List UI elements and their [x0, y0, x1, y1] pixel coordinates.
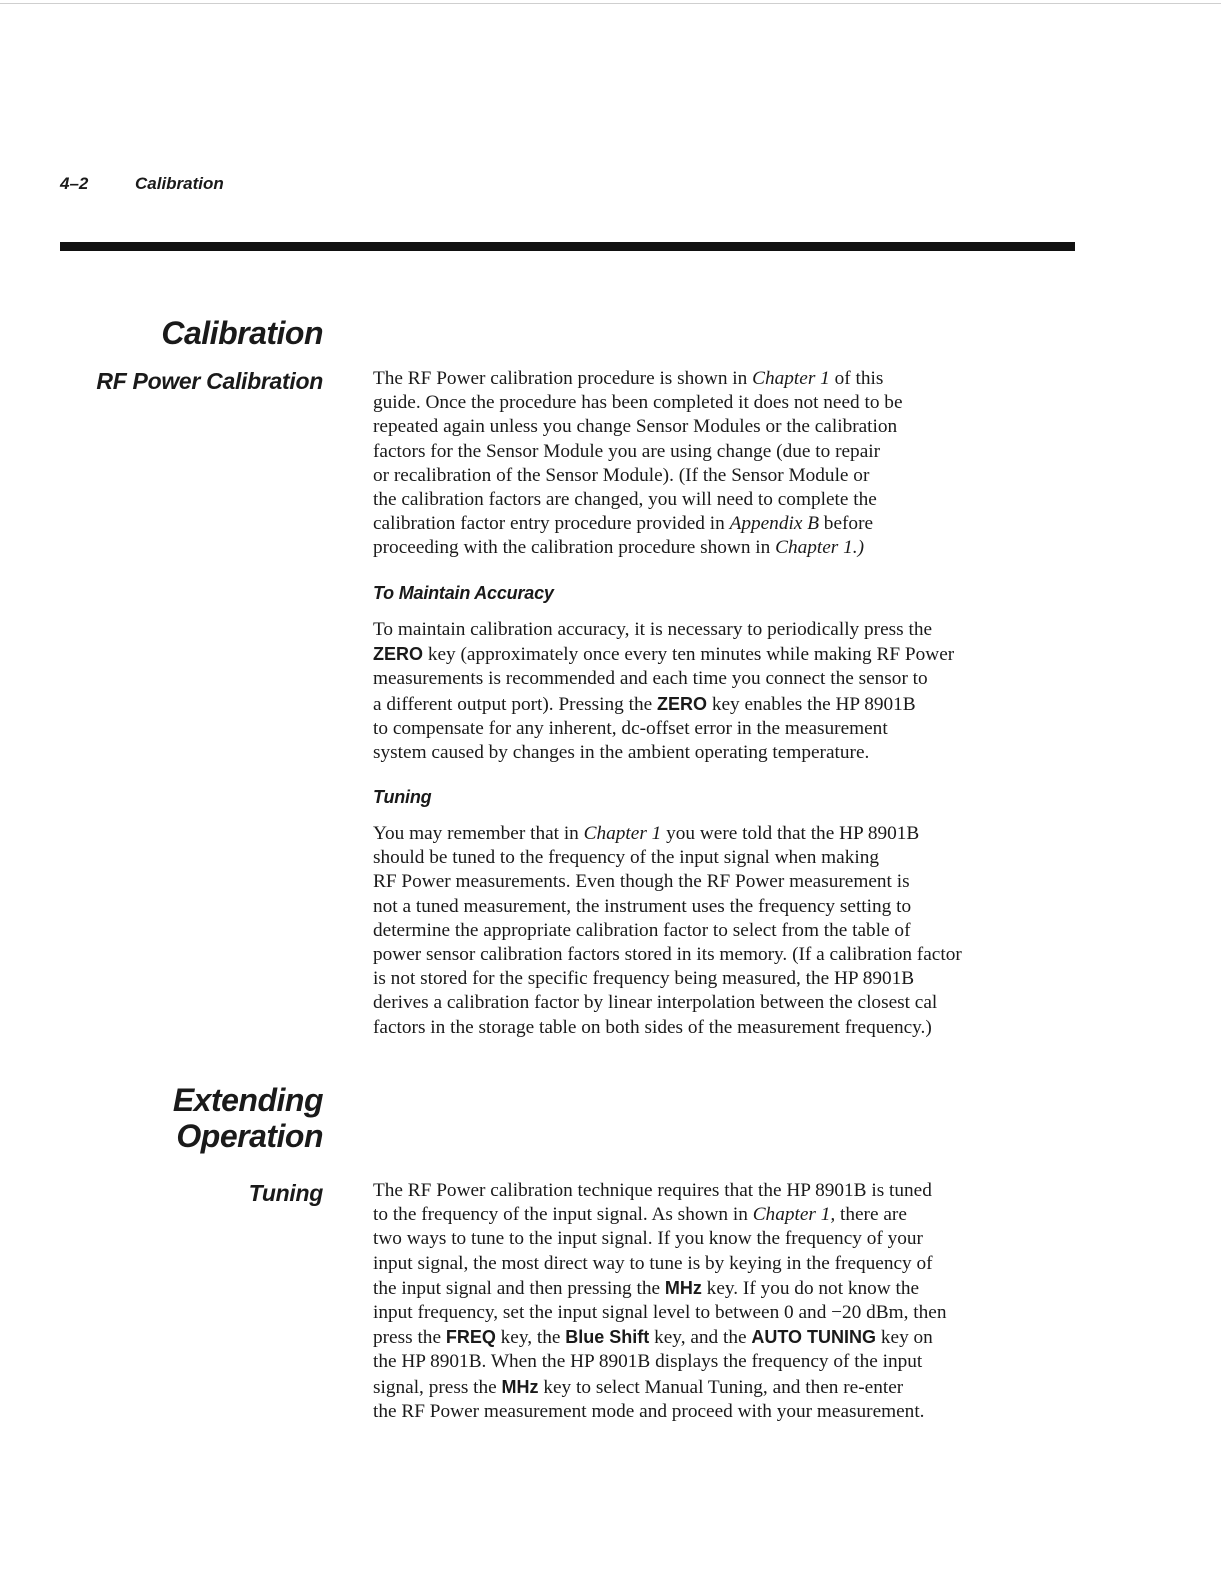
key-name: MHz	[501, 1376, 539, 1397]
chapter-name: Calibration	[135, 174, 224, 193]
text-run: key (approximately once every ten minutes while making RF Power	[423, 644, 955, 666]
text-run: signal, press the	[373, 1376, 502, 1398]
top-edge-line	[0, 3, 1221, 4]
text-line	[373, 822, 1073, 846]
text-run: system caused by changes in the ambient operating temperature.	[373, 742, 870, 764]
heading-tuning: Tuning	[373, 787, 432, 807]
key-name: MHz	[664, 1277, 702, 1298]
italic-reference: Chapter 1	[583, 823, 662, 844]
heading-to-maintain-accuracy: To Maintain Accuracy	[373, 583, 554, 603]
text-line	[373, 1400, 1073, 1424]
text-run: of this	[829, 368, 884, 389]
text-run: the HP 8901B. When the HP 8901B displays the frequency of the input	[373, 1351, 923, 1373]
text-run: you were told that the HP 8901B	[661, 823, 920, 844]
text-run: input frequency, set the input signal level to between 0 and −20 dBm, then	[373, 1302, 947, 1324]
text-run: power sensor calibration factors stored in its memory. (If a calibration factor	[373, 944, 962, 966]
text-line	[373, 717, 1073, 741]
italic-reference: Appendix B	[729, 513, 819, 535]
text-line	[373, 391, 1073, 415]
text-run: the RF Power measurement mode and proceed with your measurement.	[373, 1400, 925, 1422]
text-run: RF Power measurements. Even though the RF Power measurement is	[373, 871, 910, 893]
italic-reference: Chapter 1	[752, 368, 830, 389]
text-run: repeated again unless you change Sensor Modules or the calibration	[373, 416, 898, 438]
text-line	[373, 440, 1073, 464]
paragraph-extending-tuning	[373, 1179, 1073, 1424]
text-line	[373, 967, 1073, 991]
text-run: calibration factor entry procedure provided in	[373, 513, 730, 535]
text-line	[373, 1179, 1073, 1203]
paragraph-to-maintain-accuracy	[373, 618, 1073, 765]
text-run: not a tuned measurement, the instrument uses the frequency setting to	[373, 895, 912, 917]
key-name: AUTO TUNING	[751, 1327, 877, 1348]
text-run: should be tuned to the frequency of the input signal when making	[373, 847, 880, 869]
running-header	[60, 174, 224, 194]
paragraph-tuning	[373, 822, 1073, 1040]
text-run: press the	[373, 1327, 446, 1349]
text-run: key on	[876, 1327, 933, 1349]
section-title-calibration: Calibration	[161, 315, 323, 351]
text-line	[373, 367, 1073, 391]
text-line	[373, 991, 1073, 1015]
text-run: or recalibration of the Sensor Module). (If the Sensor Module or	[373, 464, 870, 486]
text-run: a different output port). Pressing the	[373, 693, 657, 715]
text-line	[373, 1301, 1073, 1325]
text-run: to compensate for any inherent, dc-offset error in the measurement	[373, 717, 888, 739]
text-line	[373, 1203, 1073, 1227]
text-line	[373, 667, 1073, 691]
text-run: key, and the	[649, 1327, 752, 1349]
text-run: The RF Power calibration technique requires that the HP 8901B is tuned	[373, 1180, 932, 1201]
text-run: is not stored for the specific frequency being measured, the HP 8901B	[373, 968, 915, 990]
text-run: proceeding with the calibration procedure shown in	[373, 537, 776, 559]
text-run: measurements is recommended and each time you connect the sensor to	[373, 668, 928, 690]
text-line	[373, 741, 1073, 765]
italic-reference: Chapter 1.)	[775, 537, 865, 559]
section-title-extending-operation	[173, 1082, 323, 1154]
text-line	[373, 536, 1073, 560]
text-line	[373, 1350, 1073, 1374]
paragraph-rf-power-calibration	[373, 367, 1073, 561]
key-name: Blue Shift	[565, 1327, 650, 1348]
text-line	[373, 1375, 1073, 1400]
key-name: FREQ	[445, 1327, 496, 1348]
text-run: To maintain calibration accuracy, it is necessary to periodically press the	[373, 619, 933, 640]
text-line	[373, 692, 1073, 717]
text-run: the calibration factors are changed, you will need to complete the	[373, 489, 877, 511]
key-name: ZERO	[656, 693, 707, 714]
text-line	[373, 943, 1073, 967]
text-run: determine the appropriate calibration factor to select from the table of	[373, 919, 911, 941]
text-run: guide. Once the procedure has been completed it does not need to be	[373, 392, 903, 414]
text-line	[373, 870, 1073, 894]
text-line	[373, 1227, 1073, 1251]
section-title-line-2: Operation	[176, 1118, 323, 1154]
text-line	[373, 512, 1073, 536]
text-line	[373, 1276, 1073, 1301]
section-title-line-1: Extending	[172, 1082, 323, 1118]
text-run: key, the	[495, 1327, 566, 1349]
text-run: factors in the storage table on both sides of the measurement frequency.)	[373, 1016, 932, 1038]
text-run: there are	[835, 1204, 907, 1226]
text-line	[373, 895, 1073, 919]
subsection-title-tuning: Tuning	[248, 1180, 323, 1206]
italic-reference: Chapter 1,	[752, 1204, 836, 1226]
text-run: The RF Power calibration procedure is shown in	[373, 368, 753, 389]
subsection-title-rf-power-calibration: RF Power Calibration	[96, 368, 323, 394]
text-line	[373, 488, 1073, 512]
text-line	[373, 415, 1073, 439]
text-run: before	[818, 513, 874, 535]
text-line	[373, 1325, 1073, 1350]
text-run: to the frequency of the input signal. As shown in	[373, 1204, 753, 1226]
text-run: factors for the Sensor Module you are using change (due to repair	[373, 440, 881, 462]
text-run: key enables the HP 8901B	[707, 693, 916, 715]
text-run: two ways to tune to the input signal. If you know the frequency of your	[373, 1228, 923, 1250]
text-line	[373, 464, 1073, 488]
text-run: the input signal and then pressing the	[373, 1277, 665, 1299]
text-run: key. If you do not know the	[701, 1277, 920, 1299]
text-run: derives a calibration factor by linear interpolation between the closest cal	[373, 992, 938, 1014]
text-run: key to select Manual Tuning, and then re-enter	[538, 1376, 904, 1398]
text-run: You may remember that in	[373, 823, 584, 844]
text-line	[373, 1252, 1073, 1276]
text-line	[373, 1016, 1073, 1040]
text-line	[373, 618, 1073, 642]
text-line	[373, 919, 1073, 943]
page-number: 4–2	[60, 174, 89, 193]
text-run: input signal, the most direct way to tune is by keying in the frequency of	[373, 1252, 933, 1274]
header-rule	[60, 242, 1075, 251]
text-line	[373, 642, 1073, 667]
key-name: ZERO	[373, 644, 424, 665]
text-line	[373, 846, 1073, 870]
